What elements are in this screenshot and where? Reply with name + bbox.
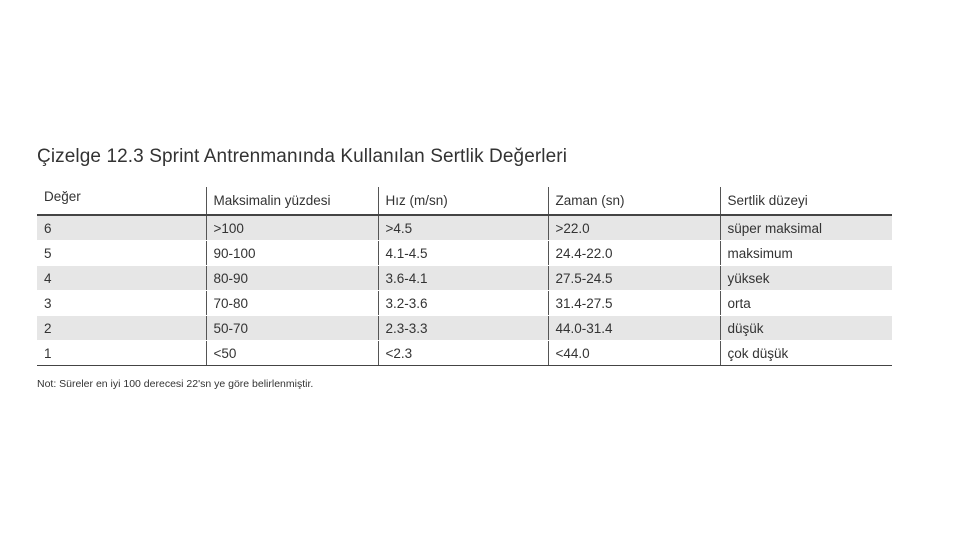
table-cell: 3.6-4.1: [378, 266, 548, 291]
table-caption: Çizelge 12.3 Sprint Antrenmanında Kullanılan Sertlik Değerleri: [37, 146, 568, 167]
table-cell: 3: [37, 291, 206, 316]
table-cell: düşük: [720, 316, 892, 341]
table-cell: 50-70: [206, 316, 378, 341]
table-row: [37, 291, 892, 316]
table-cell: süper maksimal: [720, 215, 892, 241]
header-speed: Hız (m/sn): [378, 187, 548, 215]
table-cell: 80-90: [206, 266, 378, 291]
table-cell: >22.0: [548, 215, 720, 241]
header-value: Değer: [37, 187, 206, 215]
table-cell: >4.5: [378, 215, 548, 241]
header-percent-of-max: Maksimalin yüzdesi: [206, 187, 378, 215]
table-cell: 24.4-22.0: [548, 241, 720, 266]
table-cell: orta: [720, 291, 892, 316]
table-header-row: [37, 187, 892, 215]
table-row: [37, 266, 892, 291]
table-cell: <2.3: [378, 341, 548, 366]
table-row: [37, 341, 892, 366]
table-cell: yüksek: [720, 266, 892, 291]
table-row: [37, 215, 892, 241]
table-cell: 4: [37, 266, 206, 291]
table-cell: 6: [37, 215, 206, 241]
table-footnote: Not: Süreler en iyi 100 derecesi 22'sn ye göre belirlenmiştir.: [37, 378, 314, 390]
table-cell: <44.0: [548, 341, 720, 366]
table-cell: 27.5-24.5: [548, 266, 720, 291]
table-cell: 2.3-3.3: [378, 316, 548, 341]
table-cell: <50: [206, 341, 378, 366]
table-cell: 5: [37, 241, 206, 266]
header-intensity-level: Sertlik düzeyi: [720, 187, 892, 215]
table-cell: 2: [37, 316, 206, 341]
table-cell: 3.2-3.6: [378, 291, 548, 316]
table-row: [37, 241, 892, 266]
table-cell: maksimum: [720, 241, 892, 266]
header-time: Zaman (sn): [548, 187, 720, 215]
intensity-table: [37, 187, 892, 366]
table-cell: çok düşük: [720, 341, 892, 366]
table-container: [37, 187, 892, 366]
table-row: [37, 316, 892, 341]
table-cell: 44.0-31.4: [548, 316, 720, 341]
table-cell: 1: [37, 341, 206, 366]
table-cell: 90-100: [206, 241, 378, 266]
table-cell: 70-80: [206, 291, 378, 316]
table-cell: 4.1-4.5: [378, 241, 548, 266]
table-cell: >100: [206, 215, 378, 241]
table-cell: 31.4-27.5: [548, 291, 720, 316]
